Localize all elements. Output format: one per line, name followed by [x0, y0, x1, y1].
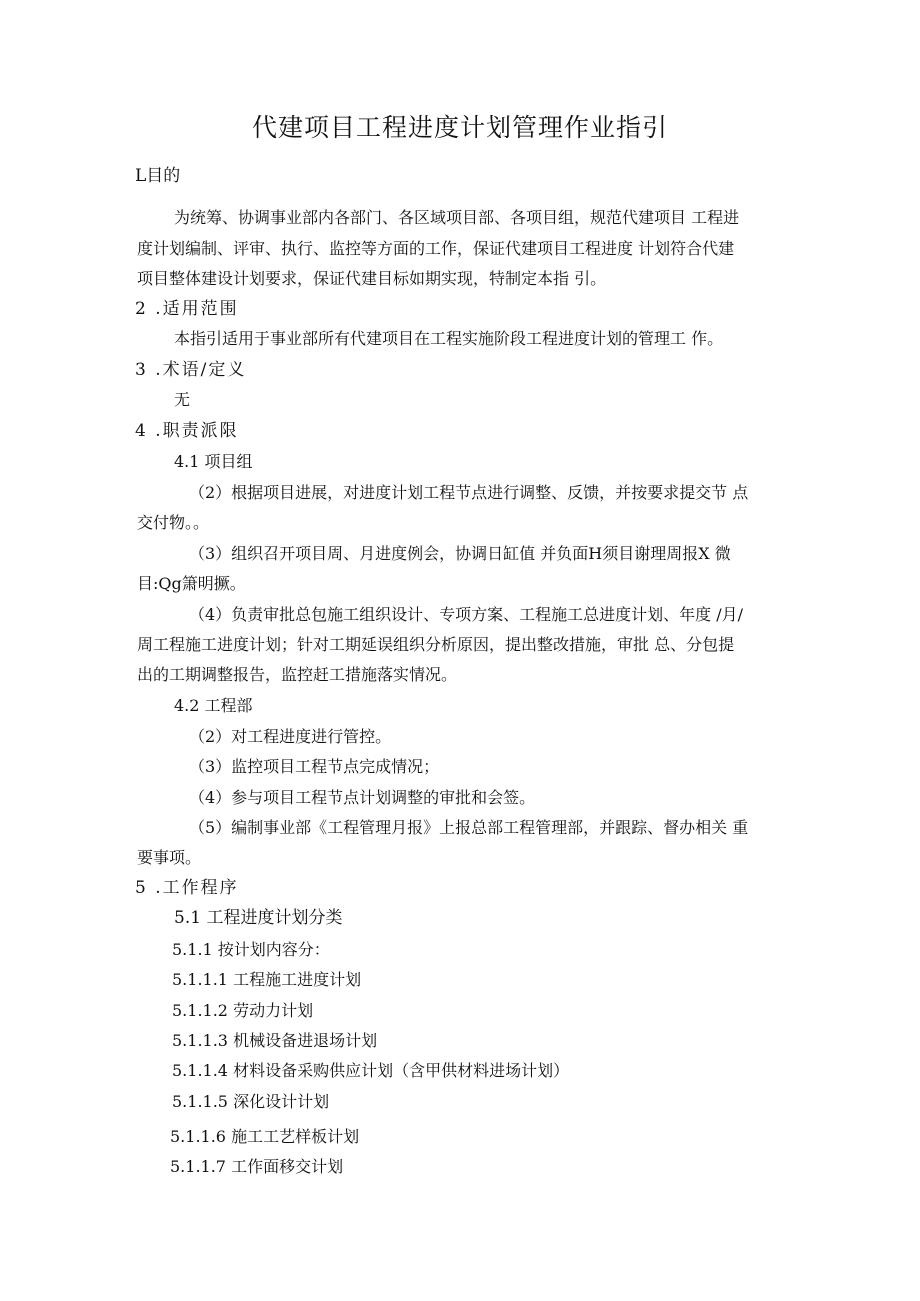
- item-5-1-1-7: 5.1.1.7 工作面移交计划: [170, 1157, 344, 1176]
- item-5-1-1-4: 5.1.1.4 材料设备采购供应计划（含甲供材料进场计划）: [172, 1061, 570, 1080]
- item-4-1-4-line-2: 周工程施工进度计划；针对工期延误组织分析原因，提出整改措施，审批 总、分包提: [137, 635, 735, 654]
- item-5-1-1-6: 5.1.1.6 施工工艺样板计划: [170, 1127, 360, 1146]
- section-3-heading: 3 .术语/定义: [135, 360, 247, 380]
- item-4-2-3: （3）监控项目工程节点完成情况；: [189, 757, 440, 776]
- item-4-1-3-line-2: 目:Qg箫明撅。: [137, 574, 246, 593]
- item-4-2-4: （4）参与项目工程节点计划调整的审批和会签。: [189, 788, 536, 807]
- item-4-1-2-line-2: 交付物。。: [137, 513, 210, 532]
- item-4-1-2-line-1: （2）根据项目进展，对进度计划工程节点进行调整、反馈，并按要求提交节 点: [189, 483, 749, 502]
- item-4-2-2: （2）对工程进度进行管控。: [189, 727, 392, 746]
- subsection-5-1-1: 5.1.1 按计划内容分：: [172, 940, 330, 959]
- section-2-para: 本指引适用于事业部所有代建项目在工程实施阶段工程进度计划的管理工 作。: [174, 329, 724, 348]
- document-title: 代建项目工程进度计划管理作业指引: [251, 113, 668, 142]
- item-5-1-1-1: 5.1.1.1 工程施工进度计划: [172, 970, 362, 989]
- item-5-1-1-3: 5.1.1.3 机械设备进退场计划: [172, 1031, 378, 1050]
- item-4-2-5-line-1: （5）编制事业部《工程管理月报》上报总部工程管理部，并跟踪、督办相关 重: [189, 818, 749, 837]
- section-1-heading: L目的: [135, 166, 181, 186]
- section-2-heading: 2 .适用范围: [135, 299, 239, 319]
- subsection-5-1-heading: 5.1 工程进度计划分类: [174, 908, 343, 928]
- subsection-4-1-heading: 4.1 项目组: [174, 452, 253, 471]
- section-3-para: 无: [174, 390, 191, 409]
- section-5-heading: 5 .工作程序: [135, 878, 239, 898]
- item-4-1-4-line-3: 出的工期调整报告，监控赶工措施落实情况。: [137, 665, 458, 684]
- section-1-para-line-1: 为统筹、协调事业部内各部门、各区域项目部、各项目组，规范代建项目 工程进: [174, 208, 740, 227]
- item-4-1-4-line-1: （4）负责审批总包施工组织设计、专项方案、工程施工总进度计划、年度 /月/: [189, 605, 744, 624]
- section-1-para-line-3: 项目整体建设计划要求，保证代建目标如期实现，特制定本指 引。: [137, 269, 607, 288]
- item-4-2-5-line-2: 要事项。: [137, 848, 202, 867]
- section-4-heading: 4 .职责派限: [135, 421, 239, 441]
- section-1-para-line-2: 度计划编制、评审、执行、监控等方面的工作，保证代建项目工程进度 计划符合代建: [137, 239, 735, 258]
- item-5-1-1-5: 5.1.1.5 深化设计计划: [172, 1092, 330, 1111]
- subsection-4-2-heading: 4.2 工程部: [174, 696, 253, 715]
- item-5-1-1-2: 5.1.1.2 劳动力计划: [172, 1001, 314, 1020]
- item-4-1-3-line-1: （3）组织召开项目周、月进度例会，协调日缸值 并负面H须目谢理周报X 微: [189, 544, 731, 563]
